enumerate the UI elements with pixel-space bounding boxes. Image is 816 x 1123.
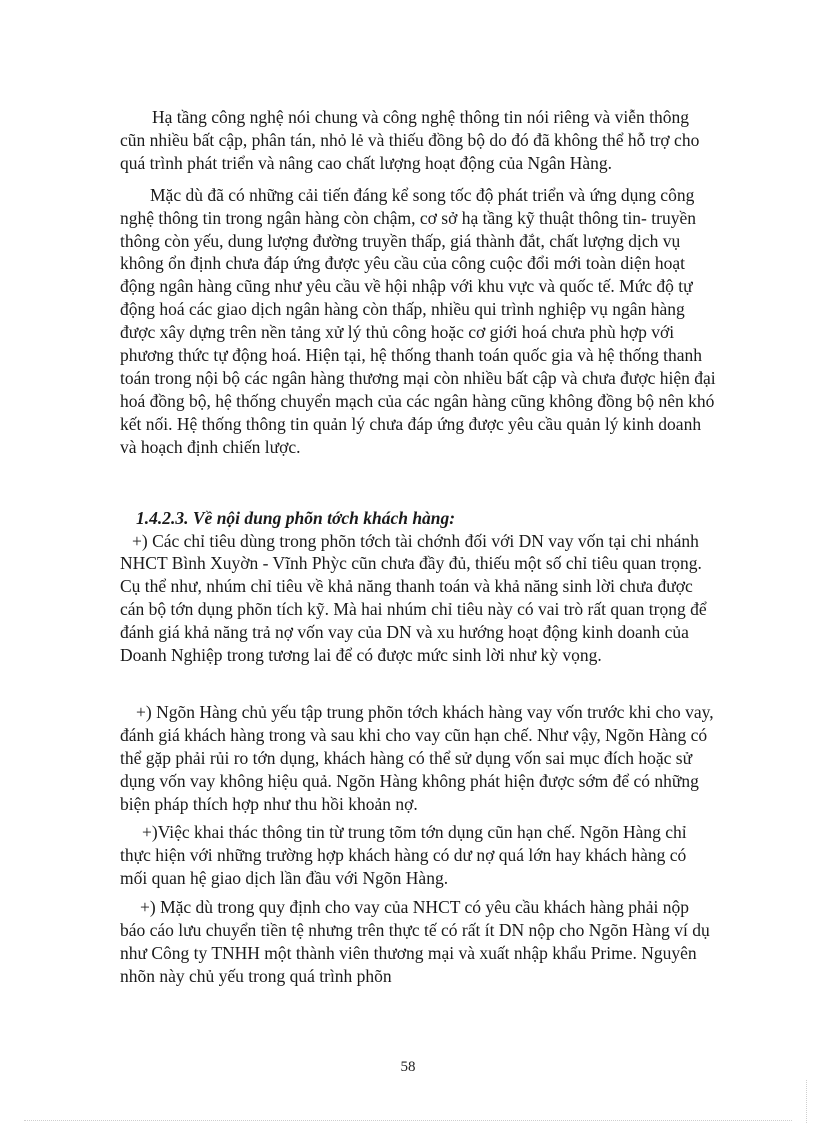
page-bottom-border (24, 1120, 792, 1121)
bullet-financial-indicators: +) Các chỉ tiêu dùng trong phõn tớch tài chớnh đối với DN vay vốn tại chi nhánh NHCT Bình Xuyờn - Vĩnh Phỳc cũn chưa đầy đủ, thiếu một số chỉ tiêu quan trọng. Cụ thể như, nhúm chỉ tiêu về khả năng thanh toán và khả năng sinh lời chưa được cán bộ tớn dụng phõn tích kỹ. Mà hai nhúm chỉ tiêu này có vai trò rất quan trọng để đánh giá khả năng trả nợ vốn vay của DN và xu hướng hoạt động kinh doanh của Doanh Nghiệp trong tương lai để có được mức sinh lời như kỳ vọng. (120, 530, 707, 666)
bullet-credit-information: +)Việc khai thác thông tin từ trung tõm tớn dụng cũn hạn chế. Ngõn Hàng chỉ thực hiện với những trường hợp khách hàng có dư nợ quá lớn hay khách hàng có mối quan hệ giao dịch lần đầu với Ngõn Hàng. (120, 822, 687, 889)
paragraph-infrastructure: Hạ tầng công nghệ nói chung và công nghệ thông tin nói riêng và viễn thông cũn nhiều bất cập, phân tán, nhỏ lẻ và thiếu đồng bộ do đó đã không thể hỗ trợ cho quá trình phát triển và nâng cao chất lượng hoạt động của Ngân Hàng. (120, 107, 700, 173)
bullet-cash-flow-report: +) Mặc dù trong quy định cho vay của NHCT có yêu cầu khách hàng phải nộp báo cáo lưu chuyển tiền tệ nhưng trên thực tế có rất ít DN nộp cho Ngõn Hàng ví dụ như Công ty TNHH một thành viên thương mại và xuất nhập khẩu Prime. Nguyên nhõn này chủ yếu trong quá trình phõn (120, 897, 710, 986)
page-number: 58 (400, 1059, 416, 1075)
spacer (120, 459, 716, 507)
spacer (120, 175, 716, 184)
page-right-border (806, 1080, 807, 1123)
page-body (120, 106, 716, 988)
spacer (120, 667, 716, 701)
section-heading: 1.4.2.3. Về nội dung phõn tớch khách hàng: (136, 507, 456, 528)
paragraph-technology: Mặc dù đã có những cải tiến đáng kể song tốc độ phát triển và ứng dụng công nghệ thông tin trong ngân hàng còn chậm, cơ sở hạ tầng kỹ thuật thông tin- truyền thông còn yếu, dung lượng đường truyền thấp, giá thành đắt, chất lượng dịch vụ không ổn định chưa đáp ứng được yêu cầu của công cuộc đổi mới toàn diện hoạt động ngân hàng cũng như yêu cầu về hội nhập với khu vực và quốc tế. Mức độ tự động hoá các giao dịch ngân hàng còn thấp, nhiều qui trình nghiệp vụ ngân hàng được xây dựng trên nền tảng xử lý thủ công hoặc cơ giới hoá chưa phù hợp với phương thức tự động hoá. Hiện tại, hệ thống thanh toán quốc gia và hệ thống thanh toán trong nội bộ các ngân hàng thương mại còn nhiều bất cập và chưa được hiện đại hoá đồng bộ, hệ thống chuyển mạch của các ngân hàng cũng không đồng bộ nên khó kết nối. Hệ thống thông tin quản lý chưa đáp ứng được yêu cầu quản lý kinh doanh và hoạch định chiến lược. (120, 184, 716, 457)
bullet-customer-analysis: +) Ngõn Hàng chủ yếu tập trung phõn tớch khách hàng vay vốn trước khi cho vay, đánh giá khách hàng trong và sau khi cho vay cũn hạn chế. Như vậy, Ngõn Hàng có thể gặp phải rủi ro tớn dụng, khách hàng có thể sử dụng vốn sai mục đích hoặc sử dụng vốn vay không hiệu quả. Ngõn Hàng không phát hiện được sớm để có những biện pháp thích hợp như thu hồi khoản nợ. (120, 701, 714, 814)
